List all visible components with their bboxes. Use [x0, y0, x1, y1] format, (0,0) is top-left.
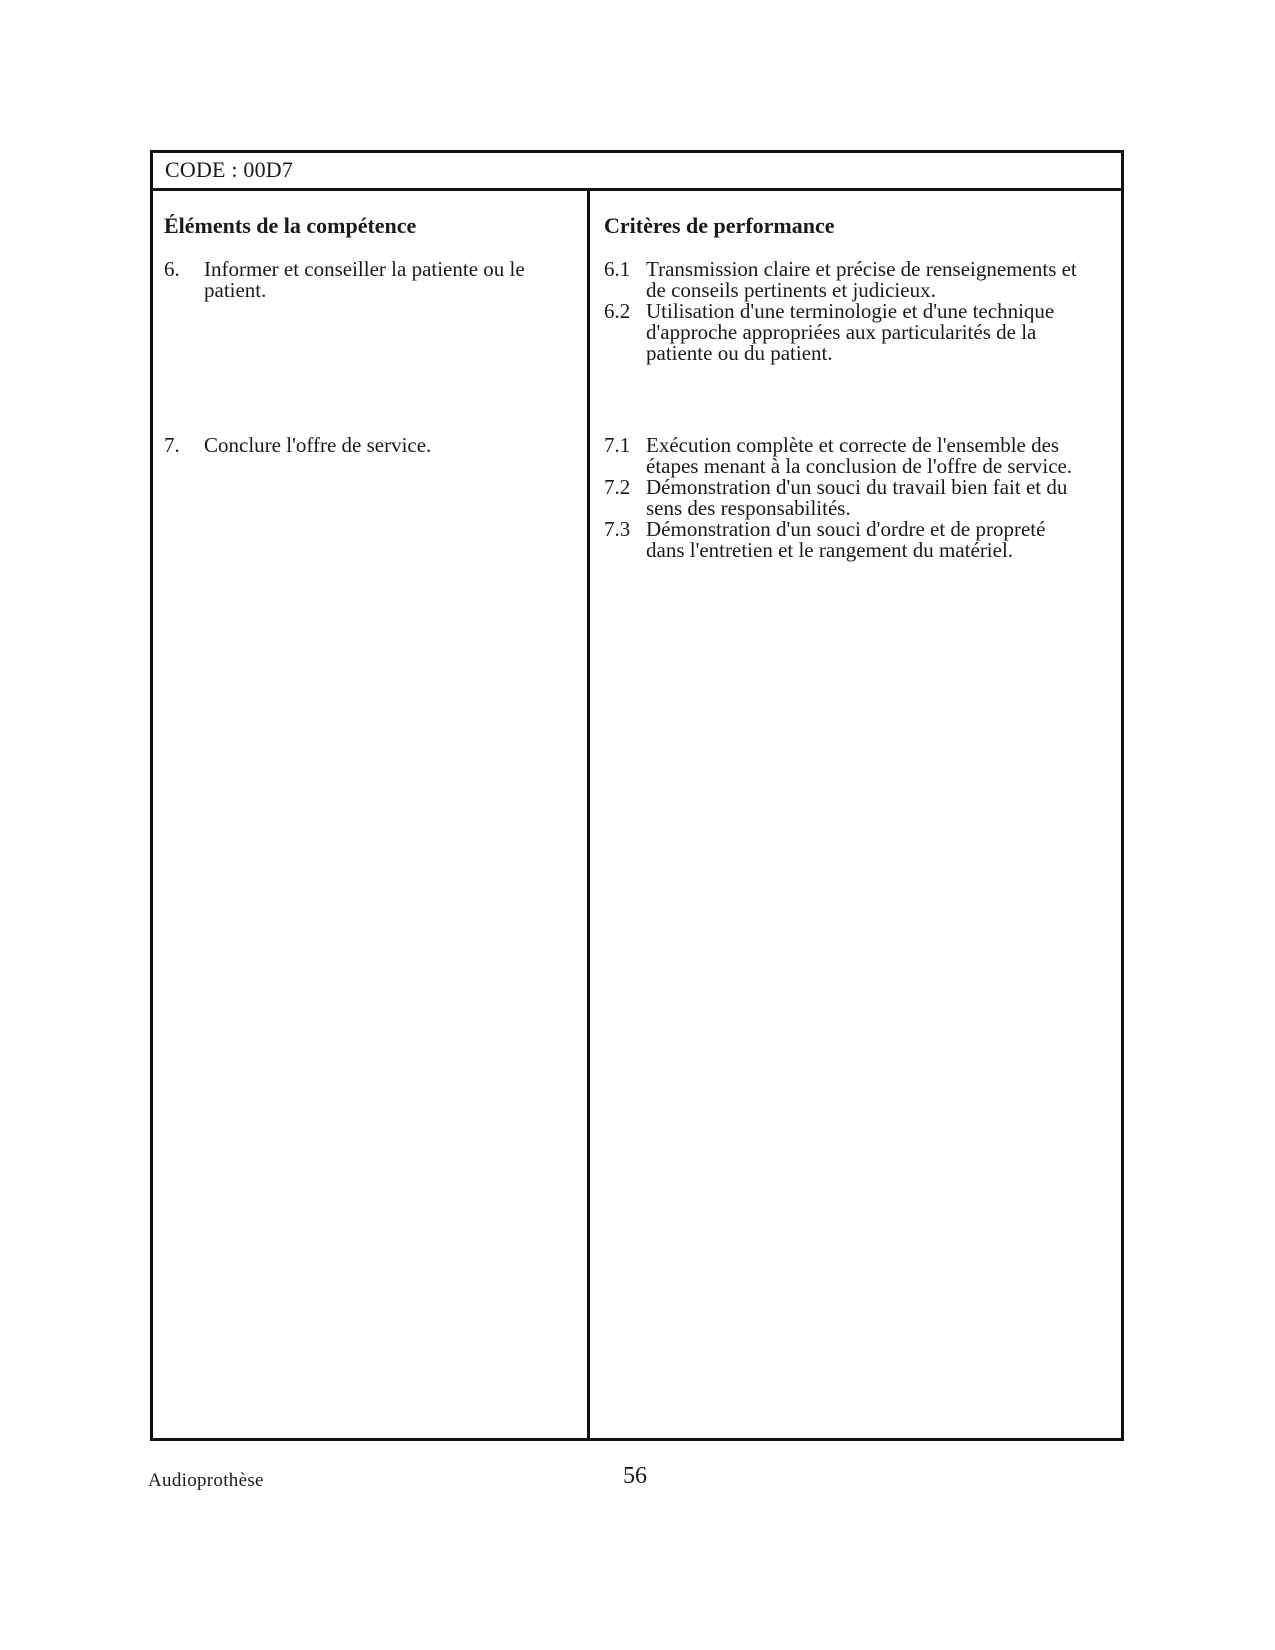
criterion-text: Démonstration d'un souci d'ordre et de propreté dans l'entretien et le rangement du matériel. [646, 517, 1046, 562]
element-number: 6. [164, 257, 180, 281]
criterion-number: 6.2 [604, 299, 631, 323]
criterion-item [604, 301, 1084, 364]
criterion-item [604, 519, 1084, 561]
element-text: Informer et conseiller la patiente ou le patient. [204, 257, 525, 302]
criteria-group [604, 435, 1084, 561]
criteria-header: Critères de performance [604, 213, 835, 238]
criterion-number: 6.1 [604, 257, 631, 281]
element-item [164, 435, 564, 456]
criterion-text: Transmission claire et précise de renseignements et de conseils pertinents et judicieux. [646, 257, 1077, 302]
criterion-item [604, 259, 1084, 301]
criterion-number: 7.3 [604, 517, 631, 541]
criterion-number: 7.1 [604, 433, 631, 457]
criteria-group [604, 259, 1084, 364]
criterion-text: Utilisation d'une terminologie et d'une technique d'approche appropriées aux particularités de la patiente ou du patient. [646, 299, 1055, 365]
criterion-text: Exécution complète et correcte de l'ensemble des étapes menant à la conclusion de l'offre de service. [646, 433, 1073, 478]
elements-column [153, 191, 590, 1438]
page-number: 56 [623, 1463, 647, 1489]
criterion-item [604, 477, 1084, 519]
criterion-text: Démonstration d'un souci du travail bien fait et du sens des responsabilités. [646, 475, 1068, 520]
footer-program: Audioprothèse [148, 1470, 264, 1491]
code-label: CODE : 00D7 [153, 153, 1121, 191]
criterion-item [604, 435, 1084, 477]
competency-table [150, 150, 1124, 1441]
element-text: Conclure l'offre de service. [204, 433, 432, 457]
elements-header: Éléments de la compétence [164, 213, 417, 238]
criterion-number: 7.2 [604, 475, 631, 499]
element-item [164, 259, 564, 301]
criteria-column [590, 191, 1121, 1438]
element-number: 7. [164, 433, 180, 457]
